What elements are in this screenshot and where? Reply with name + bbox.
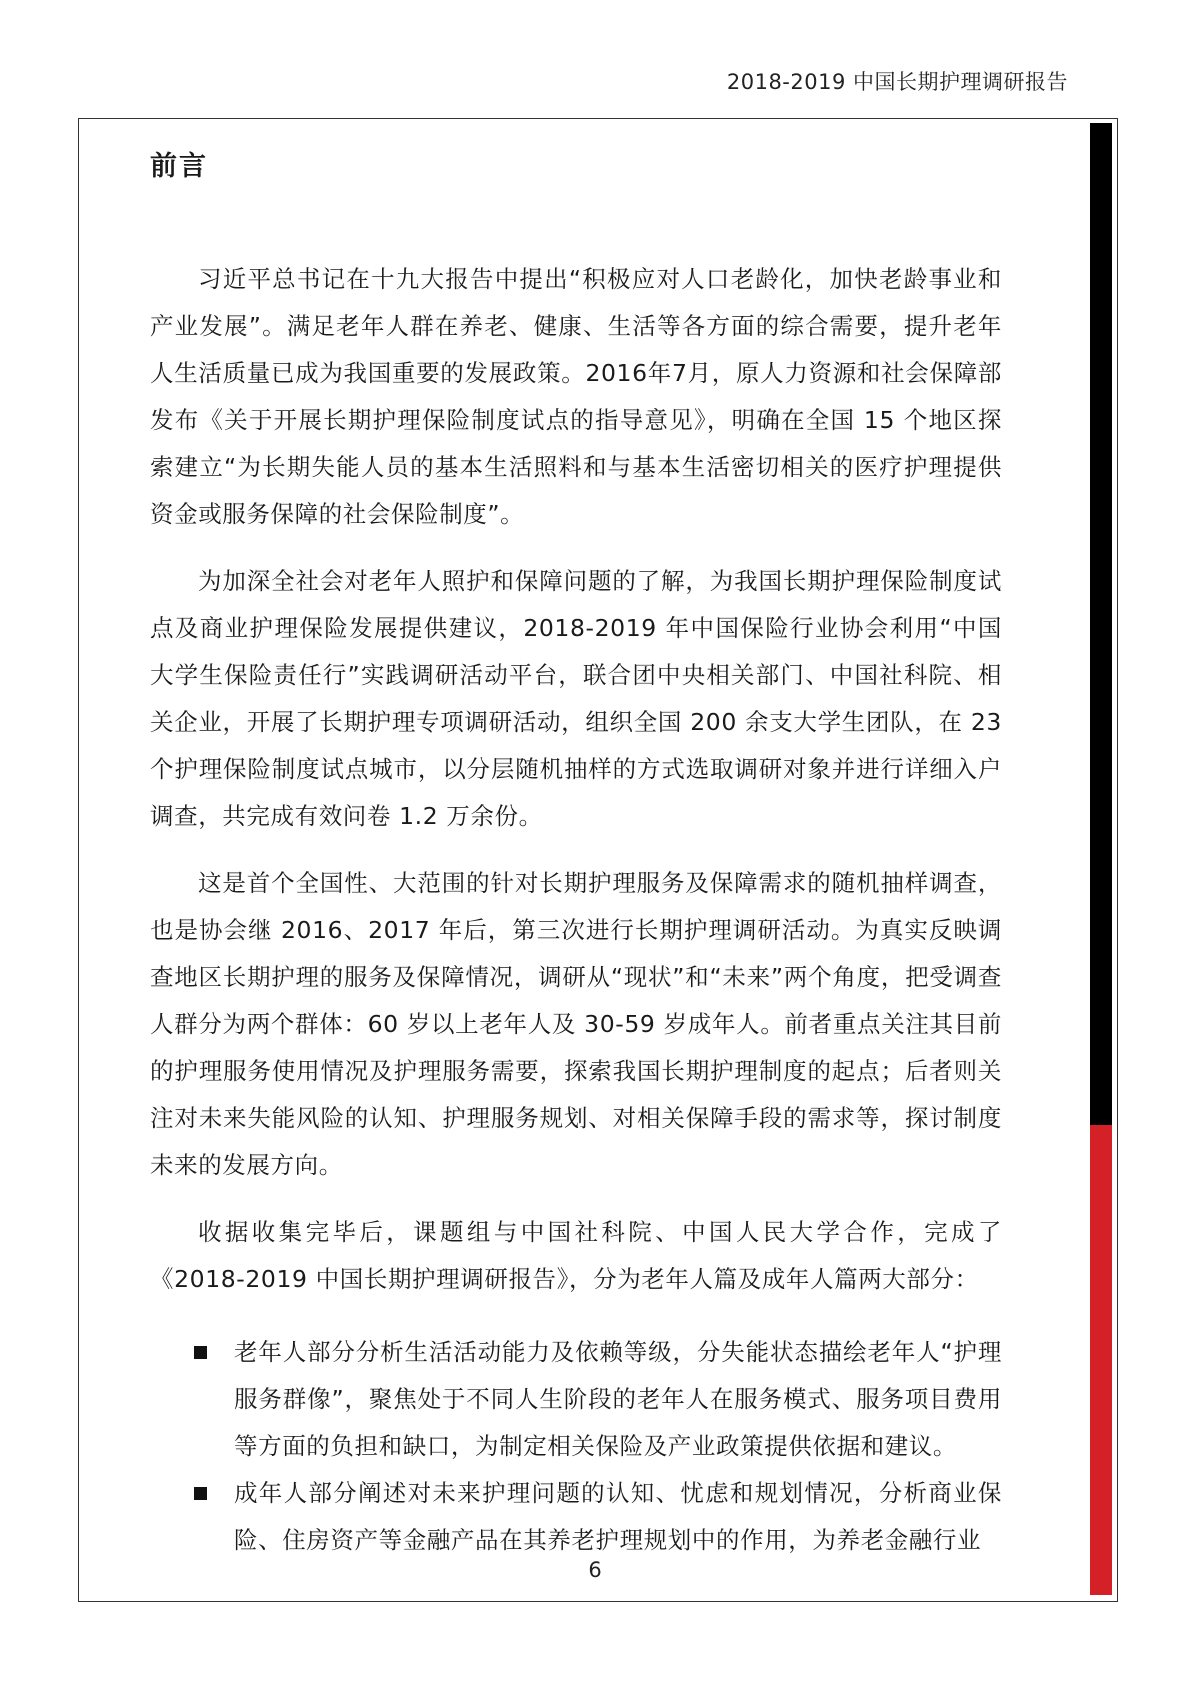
section-title: 前言: [150, 151, 208, 182]
side-bar-black: [1090, 123, 1112, 1163]
page-number: 6: [588, 1558, 602, 1582]
square-bullet-icon: [194, 1346, 207, 1359]
paragraph-1: 习近平总书记在十九大报告中提出“积极应对人口老龄化，加快老龄事业和产业发展”。满足老年人群在养老、健康、生活等各方面的综合需要，提升老年人生活质量已成为我国重要的发展政策。2016年7月，原人力资源和社会保障部发布《关于开展长期护理保险制度试点的指导意见》，明确在全国 15 个地区探索建立“为长期失能人员的基本生活照料和与基本生活密切相关的医疗护理提供资金或服务保障的社会保险制度”。: [150, 265, 1002, 528]
running-header: 2018-2019 中国长期护理调研报告: [726, 70, 1068, 94]
side-bar-red: [1090, 1125, 1112, 1595]
bullet-list: [150, 1329, 1002, 1564]
page-content: [150, 140, 1002, 1564]
bullet-item: [150, 1470, 1002, 1564]
bullet-item: [150, 1329, 1002, 1470]
square-bullet-icon: [194, 1487, 207, 1500]
bullet-text: 成年人部分阐述对未来护理问题的认知、忧虑和规划情况，分析商业保险、住房资产等金融产品在其养老护理规划中的作用，为养老金融行业: [234, 1479, 1002, 1554]
bullet-text: 老年人部分分析生活活动能力及依赖等级，分失能状态描绘老年人“护理服务群像”，聚焦处于不同人生阶段的老年人在服务模式、服务项目费用等方面的负担和缺口，为制定相关保险及产业政策提供依据和建议。: [234, 1338, 1002, 1460]
paragraph-4: 收据收集完毕后，课题组与中国社科院、中国人民大学合作，完成了《2018-2019 中国长期护理调研报告》，分为老年人篇及成年人篇两大部分：: [150, 1218, 1002, 1293]
paragraph-2: 为加深全社会对老年人照护和保障问题的了解，为我国长期护理保险制度试点及商业护理保险发展提供建议，2018-2019 年中国保险行业协会利用“中国大学生保险责任行”实践调研活动平台，联合团中央相关部门、中国社科院、相关企业，开展了长期护理专项调研活动，组织全国 200 余支大学生团队，在 23 个护理保险制度试点城市，以分层随机抽样的方式选取调研对象并进行详细入户调查，共完成有效问卷 1.2 万余份。: [150, 567, 1002, 830]
paragraph-3: 这是首个全国性、大范围的针对长期护理服务及保障需求的随机抽样调查，也是协会继 2016、2017 年后，第三次进行长期护理调研活动。为真实反映调查地区长期护理的服务及保障情况，调研从“现状”和“未来”两个角度，把受调查人群分为两个群体：60 岁以上老年人及 30-59 岁成年人。前者重点关注其目前的护理服务使用情况及护理服务需要，探索我国长期护理制度的起点；后者则关注对未来失能风险的认知、护理服务规划、对相关保障手段的需求等，探讨制度未来的发展方向。: [150, 869, 1002, 1179]
